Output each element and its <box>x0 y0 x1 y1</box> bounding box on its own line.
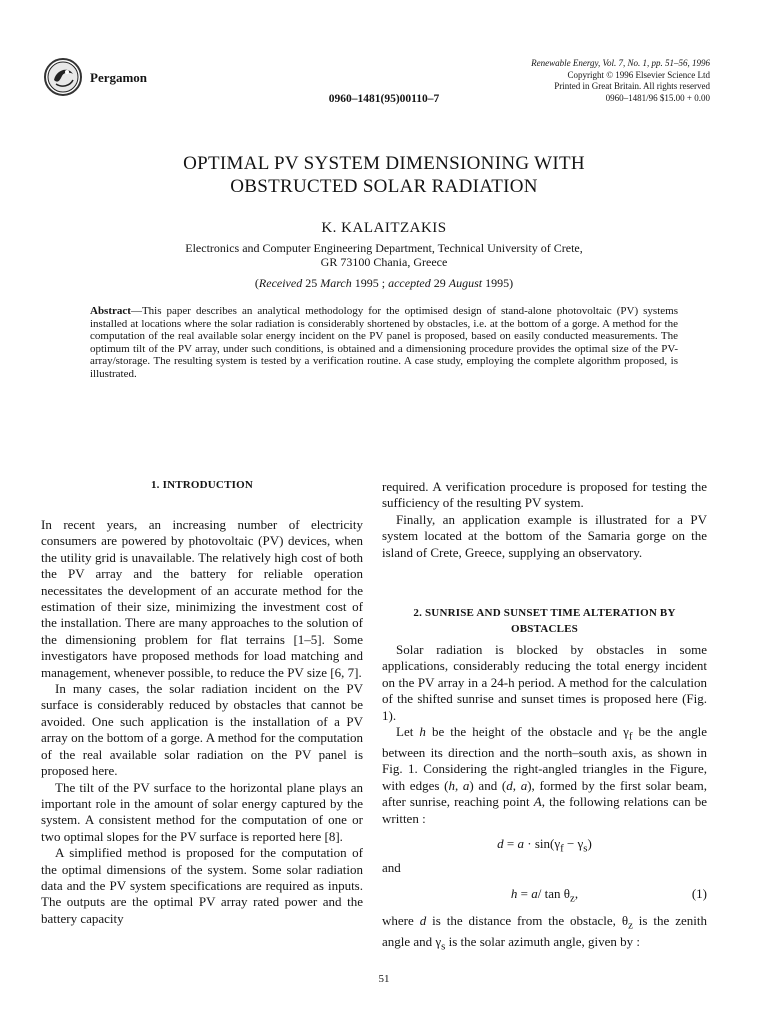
section-heading-introduction: 1. INTRODUCTION <box>150 479 253 491</box>
abstract-text: —This paper describes an analytical methodology for the optimised design of stand-alone photovoltaic (PV) systems installed at locations where the solar radiation is considerably shortened by obstacles, i.e. at the bottom of a gorge. A method for the computation of the real available solar energy incident on the PV panel is proposed, based on easily conducted measurements. The optimum tilt of the PV array, under such conditions, is obtained and a dimensioning procedure provides the optimal size of the PV-array/storage. The resulting system is tested by a verification routine. A case study, employing the complete algorithm proposed, is illustrated. <box>90 305 678 380</box>
abstract-label: Abstract <box>90 305 131 317</box>
page-number: 51 <box>378 973 390 985</box>
equation-d: $d = a \cdot \sin(\gamma_f - \gamma_s)$ <box>497 836 592 855</box>
copyright-line: Copyright © 1996 Elsevier Science Ltd <box>567 69 710 80</box>
affiliation-line-2: GR 73100 Chania, Greece <box>320 255 448 269</box>
printed-line: Printed in Great Britain. All rights reserved <box>554 81 710 91</box>
section2-paragraph-3: where d is the distance from the obstacle, $\theta_z$ is the zenith angle and $\gamma_s$ is the solar azimuth angle, given by : <box>382 913 707 953</box>
section2-paragraph-2: Let h be the height of the obstacle and $\gamma_f$ be the angle between its direction and the north–south axis, as shown in Fig. 1. Considering the right-angled triangles in the Figure, with edges (h, a) and (d, a), formed by the first solar beam, after sunrise, reaching point A, the following relations can be written : <box>382 724 707 826</box>
intro-final-paragraph: Finally, an application example is illustrated for a PV system located at the bottom of the Samaria gorge on the island of Crete, Greece, supplying an observatory. <box>382 511 707 560</box>
journal-citation: Renewable Energy, Vol. 7, No. 1, pp. 51–56, 1996 <box>531 58 710 68</box>
equation-h: h = a/ $\tan \theta_z$, <box>510 886 579 905</box>
doi-code: 0960–1481(95)00110–7 <box>328 93 440 105</box>
equation-number: (1) <box>691 886 707 901</box>
received-dates: (Received 25 March 1995 ; accepted 29 August 1995) <box>254 276 514 290</box>
section-heading-sunrise <box>382 605 707 637</box>
intro-paragraph-4: A simplified method is proposed for the computation of the optimal dimensions of the system. Some solar radiation data and the PV system specifications are required as inputs. The outputs are the optimal PV array rated power and the battery capacity <box>41 845 363 926</box>
section2-paragraph-1: Solar radiation is blocked by obstacles in some applications, considerably reducing the total energy incident on the PV array in a 24-h period. A method for the calculation of the shifted sunrise and sunset times is proposed here (Fig. 1). <box>382 642 707 723</box>
paper-title <box>0 152 768 198</box>
intro-paragraph-2: In many cases, the solar radiation incident on the PV surface is considerably reduced by obstacles that cannot be avoided. One such application is the installation of a PV array on the bottom of a gorge. A method for the computation of the real available solar radiation on the PV panel is proposed here. <box>41 681 363 779</box>
intro-paragraph-1: In recent years, an increasing number of electricity consumers are powered by photovoltaic (PV) devices, when the utility grid is unavailable. The relatively high cost of both the PV array and the battery for reliable operation necessitates the development of an accurate method for the estimation of their size, minimizing the investment cost of the installation. There are many approaches to the solution of the dimensioning problem for flat terrains [1–5]. Some investigators have proposed methods for load matching and management, whenever possible, to reduce the PV size [6, 7]. <box>41 517 363 680</box>
section-heading-line-1: 2. SUNRISE AND SUNSET TIME ALTERATION BY <box>413 607 676 619</box>
title-line-2: OBSTRUCTED SOLAR RADIATION <box>230 176 538 197</box>
intro-continued-paragraph: required. A verification procedure is proposed for testing the sufficiency of the resulting PV system. <box>382 479 707 511</box>
pergamon-logo-icon <box>44 58 82 96</box>
author-name: K. KALAITZAKIS <box>321 220 447 236</box>
section-heading-line-2: OBSTACLES <box>510 623 578 635</box>
price-line: 0960–1481/96 $15.00 + 0.00 <box>605 92 710 103</box>
right-column-section2 <box>382 642 707 827</box>
publisher-name: Pergamon <box>90 70 148 85</box>
and-word: and <box>382 860 401 875</box>
right-column-bottom <box>382 913 707 955</box>
title-line-1: OPTIMAL PV SYSTEM DIMENSIONING WITH <box>183 153 585 174</box>
affiliation-line-1: Electronics and Computer Engineering Department, Technical University of Crete, <box>185 241 583 255</box>
right-column-top <box>382 479 707 561</box>
affiliation <box>0 241 768 269</box>
abstract <box>90 305 678 381</box>
left-column <box>41 517 363 927</box>
intro-paragraph-3: The tilt of the PV surface to the horizontal plane plays an important role in the amount of solar energy captured by the system. A consistent method for the computation of one or two optimal slopes for the PV surface is reported here [8]. <box>41 779 363 844</box>
